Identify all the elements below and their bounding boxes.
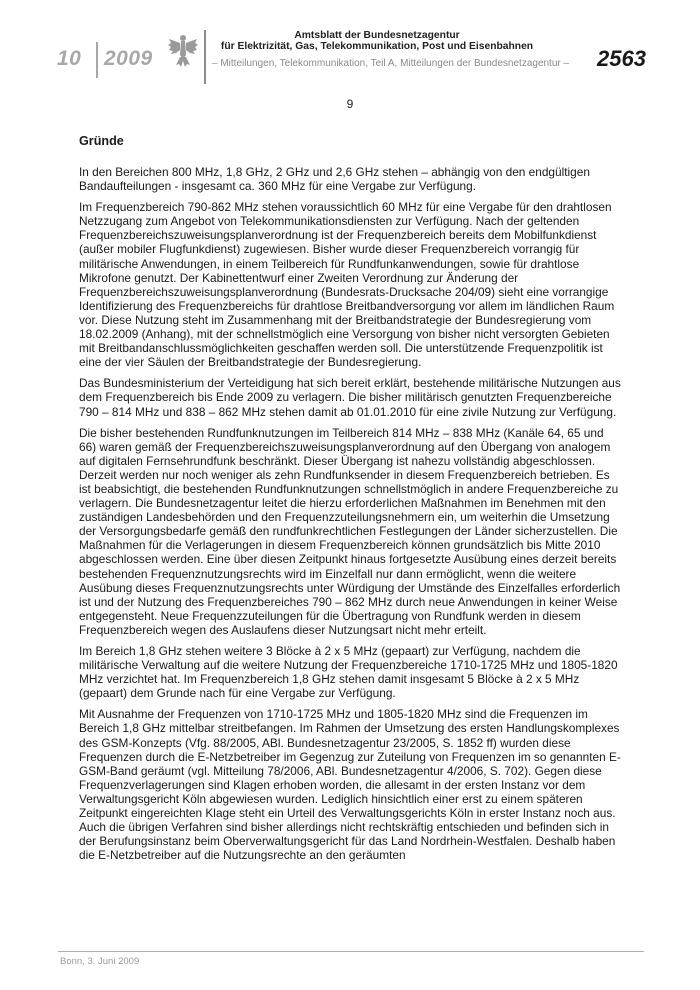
paragraph: Im Frequenzbereich 790-862 MHz stehen voraussichtlich 60 MHz für eine Vergabe für den drahtlosen Netzzugang zum Angebot von Telekommunikationsdiensten zur Verfügung. Nach der geltenden Frequenzbereichszuweisungsplanverordnung ist der Frequenzbereich bereits dem Mobilfunkdienst (außer mobiler Flugfunkdienst) zugewiesen. Bisher wurde dieser Frequenzbereich vorrangig für militärische Anwendungen, in einem Teilbereich für Rundfunkanwendungen, sowie für drahtlose Mikrofone genutzt. Der Kabinettentwurf einer Zweiten Verordnung zur Änderung der Frequenzbereichszuweisungsplanverordnung (Bundesrats-Drucksache 204/09) sieht eine vorrangige Identifizierung des Frequenzbereichs für drahtlose Breitbandversorgung vor allem im ländlichen Raum vor. Diese Nutzung steht im Zusammenhang mit der Breitbandstrategie der Bundesregierung vom 18.02.2009 (Anhang), mit der schnellstmöglich eine Versorgung von bisher nicht versorgten Gebieten mit Breitbandanschlussmöglichkeiten geschaffen werden soll. Die unterstützende Frequenzpolitik ist eine der vier Säulen der Breitbandstrategie der Bundesregierung. (79, 200, 615, 370)
federal-eagle-icon (167, 33, 199, 69)
issue-number: 10 (57, 47, 82, 70)
paragraph: Das Bundesministerium der Verteidigung hat sich bereit erklärt, bestehende militärische Nutzungen aus dem Frequenzbereich bis Ende 2009 zu verlagern. Die bisher militärisch genutzten Frequenzbereiche 790 – 814 MHz und 838 – 862 MHz stehen damit ab 01.01.2010 für eine zivile Nutzung zur Verfügung. (79, 376, 621, 419)
section-subtitle: – Mitteilungen, Telekommunikation, Teil A, Mitteilungen der Bundesnetzagentur – (212, 58, 570, 69)
page-number: 2563 (597, 46, 646, 71)
document-body (79, 134, 621, 869)
section-heading: Gründe (79, 134, 124, 148)
page-header (0, 0, 700, 90)
document-page-marker: 9 (346, 97, 354, 111)
gazette-title: Amtsblatt der Bundesnetzagentur (294, 30, 460, 41)
header-divider (204, 30, 206, 84)
footer-place-date: Bonn, 3. Juni 2009 (60, 956, 140, 967)
paragraph: Die bisher bestehenden Rundfunknutzungen im Teilbereich 814 MHz – 838 MHz (Kanäle 64, 65 und 66) waren gemäß der Frequenzbereichszuweisungsplanverordnung auf den Übergang von analogem auf digitalen Fernsehrundfunk beschränkt. Dieser Übergang ist nahezu vollständig abgeschlossen. Derzeit werden nur noch weniger als zehn Rundfunksender in diesem Frequenzbereich betrieben. Es ist beabsichtigt, die bestehenden Rundfunknutzungen schnellstmöglich in andere Frequenzbereiche zu verlagern. Die Bundesnetzagentur leitet die hierzu erforderlichen Maßnahmen im Benehmen mit den zuständigen Landesbehörden und den Frequenzzuteilungsnehmern ein, um weiterhin die Umsetzung der Versorgungsbedarfe gemäß den rundfunkrechtlichen Festlegungen der Länder sicherzustellen. Die Maßnahmen für die Verlagerungen in diesem Frequenzbereich können grundsätzlich bis Mitte 2010 abgeschlossen werden. Eine über diesen Zeitpunkt hinaus fortgesetzte Ausübung eines derzeit bereits bestehenden Frequenznutzungsrechts wird im Einzelfall nur dann ermöglicht, wenn die weitere Ausübung dieses Frequenznutzungsrechts unter Würdigung der Umstände des Einzelfalles erforderlich ist und der Nutzung des Frequenzbereiches 790 – 862 MHz durch neue Anwendungen in keiner Weise entgegensteht. Neue Frequenzzuteilungen für die Übertragung von Rundfunk werden in diesem Frequenzbereich wegen des Auslaufens dieser Nutzungsart nicht mehr erteilt. (79, 425, 621, 637)
paragraph: Im Bereich 1,8 GHz stehen weitere 3 Blöcke à 2 x 5 MHz (gepaart) zur Verfügung, nachdem die militärische Verwaltung auf die weitere Nutzung der Frequenzbereiche 1710-1725 MHz und 1805-1820 MHz verzichtet hat. Im Frequenzbereich 1,8 GHz stehen damit insgesamt 5 Blöcke à 2 x 5 MHz (gepaart) dem Grunde nach für eine Vergabe zur Verfügung. (79, 644, 618, 701)
footer-divider (58, 951, 644, 952)
issue-year: 2009 (104, 47, 153, 70)
paragraph: In den Bereichen 800 MHz, 1,8 GHz, 2 GHz und 2,6 GHz stehen – abhängig von den endgültigen Bandaufteilungen - insgesamt ca. 360 MHz für eine Vergabe zur Verfügung. (79, 165, 590, 194)
issue-divider (96, 42, 98, 78)
paragraph: Mit Ausnahme der Frequenzen von 1710-1725 MHz und 1805-1820 MHz sind die Frequenzen im Bereich 1,8 GHz mittelbar streitbefangen. Im Rahmen der Umsetzung des ersten Handlungskomplexes des GSM-Konzepts (Vfg. 88/2005, ABl. Bundesnetzagentur 23/2005, S. 1852 ff) wurden diese Frequenzen durch die E-Netzbetreiber im Gegenzug zur Zuteilung von Frequenzen im so genannten E-GSM-Band geräumt (vgl. Mitteilung 78/2006, ABl. Bundesnetzagentur 4/2006, S. 702). Gegen diese Frequenzverlagerungen sind Klagen erhoben worden, die allesamt in der ersten Instanz vor dem Verwaltungsgericht Köln abgewiesen wurden. Lediglich hinsichtlich einer erst zu einem späteren Zeitpunkt eingereichten Klage steht ein Urteil des Verwaltungsgerichts Köln in erster Instanz noch aus. Auch die übrigen Verfahren sind bisher allerdings nicht rechtskräftig entschieden und befinden sich in der Berufungsinstanz beim Oberverwaltungsgericht für das Land Nordrhein-Westfalen. Deshalb haben die E-Netzbetreiber auf die Nutzungsrechte an den geräumten (79, 707, 621, 863)
gazette-subtitle: für Elektrizität, Gas, Telekommunikation, Post und Eisenbahnen (220, 41, 534, 52)
